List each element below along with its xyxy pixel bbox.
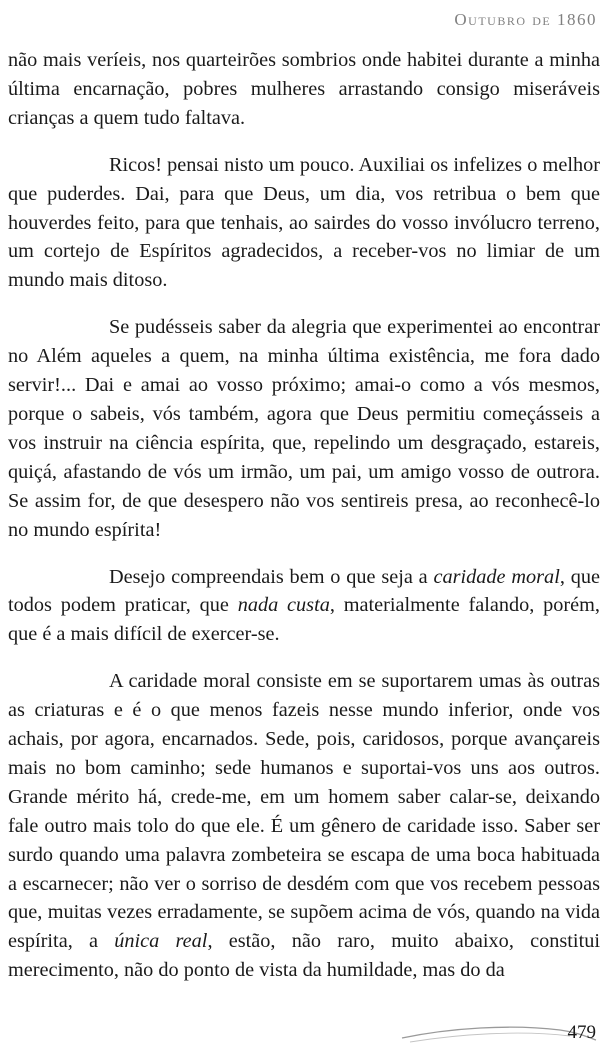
page-number: 479 <box>567 1022 596 1043</box>
paragraph-4-text-e: , materialmente falando, porém, que é a mais difícil de exercer-se. <box>8 594 600 646</box>
emphasis-unica-real: única real <box>114 930 208 953</box>
paragraph-2: Ricos! pensai nisto um pouco. Auxiliai os infelizes o melhor que puderdes. Dai, para que Deus, um dia, vos retribua o bem que houverdes feito, para que tenhais, ao sairdes do vosso invólucro terreno, um cortejo de Espíritos agradecidos, a receber-vos no limiar de um mundo mais ditoso. <box>8 153 600 292</box>
paragraph-4-text-a: Desejo compreendais bem o que seja a <box>109 565 434 588</box>
paragraph-5 <box>8 667 600 985</box>
emphasis-nada-custa: nada custa <box>237 594 330 617</box>
running-header: Outubro de 1860 <box>454 10 597 29</box>
paragraph-3: Se pudésseis saber da alegria que experimentei ao encontrar no Além aqueles a quem, na minha última existência, me fora dado servir!... Dai e amai ao vosso próximo; amai-o como a vós mesmos, porque o sabeis, vós também, agora que Deus permitiu começásseis a vos instruir na ciência espírita, que, repelindo um desgraçado, estareis, quiçá, afastando de vós um irmão, um pai, um amigo vosso de outrora. Se assim for, de que desespero não vos sentireis presa, ao reconhecê-lo no mundo espírita! <box>8 316 600 541</box>
paragraph-1: não mais veríeis, nos quarteirões sombrios onde habitei durante a minha última encarnação, pobres mulheres arrastando consigo miseráveis crianças a quem tudo faltava. <box>8 49 600 129</box>
body-text <box>8 46 600 1003</box>
paragraph-5-text-a: A caridade moral consiste em se suportarem umas às outras as criaturas e é o que menos fazeis nesse mundo inferior, onde vos achais, por agora, encarnados. Sede, pois, caridosos, porque avançareis mais no bom caminho; sede humanos e suportai-vos uns aos outros. Grande mérito há, crede-me, em um homem saber calar-se, deixando fale outro mais tolo do que ele. É um gênero de caridade isso. Saber ser surdo quando uma palavra zombeteira se escapa de uma boca habituada a escarnecer; não ver o sorriso de desdém com que vos recebem pessoas que, muitas vezes erradamente, se supõem acima de vós, quando na vida espírita, a <box>8 670 600 953</box>
paragraph-4-text-c: , que todos podem praticar, que <box>8 565 600 617</box>
paragraph-5-text-c: , estão, não raro, muito abaixo, constitui merecimento, não do ponto de vista da humildade, mas do da <box>8 930 600 982</box>
paragraph-4 <box>8 563 600 650</box>
emphasis-caridade-moral: caridade moral <box>433 565 560 588</box>
